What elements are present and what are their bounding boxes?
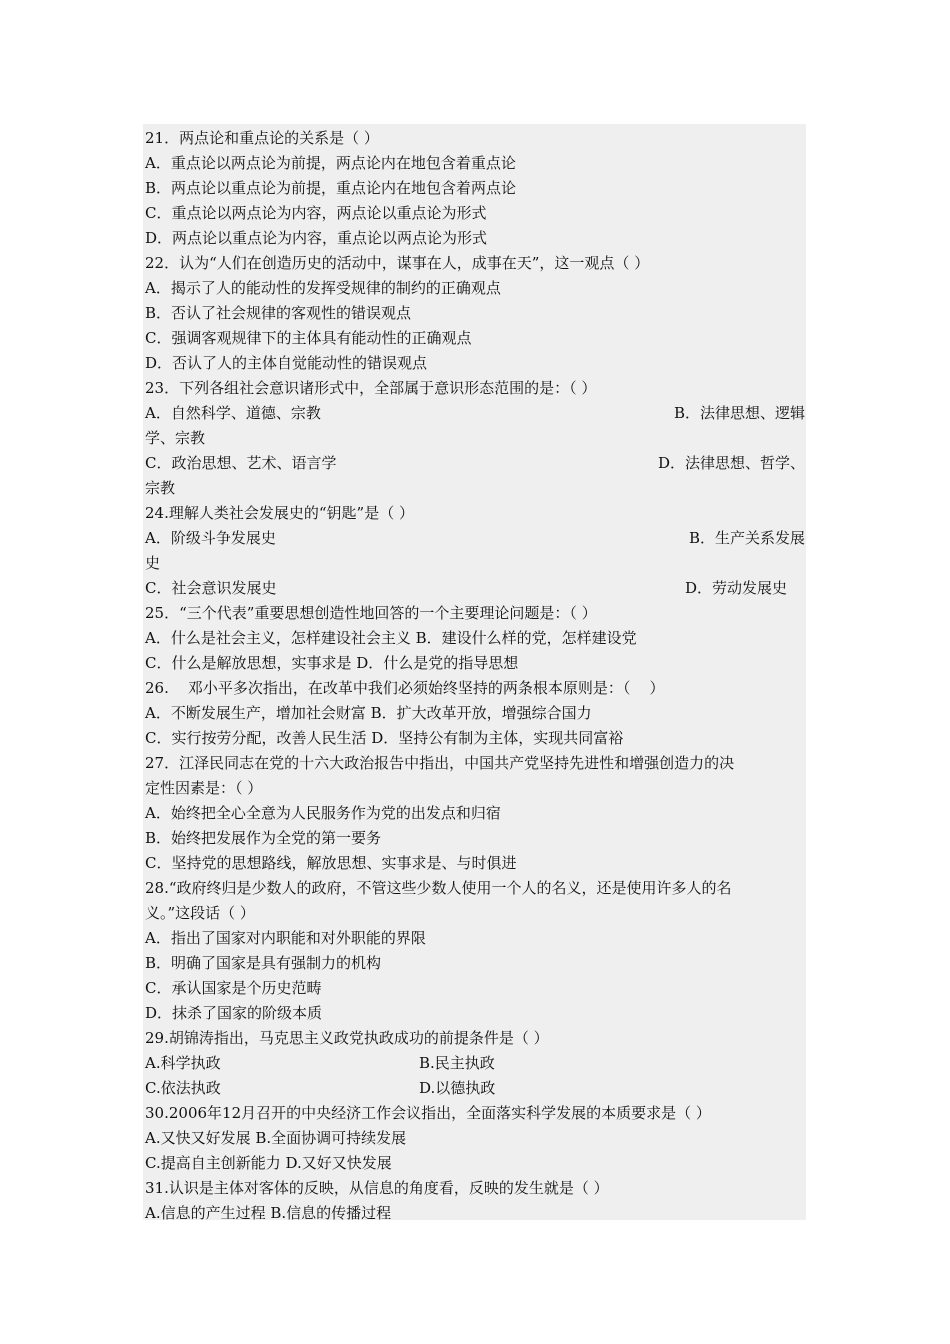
question-stem: 25．“三个代表”重要思想创造性地回答的一个主要理论问题是：（ ） [145,604,597,622]
option-c: C．重点论以两点论为内容，两点论以重点论为形式 [145,204,487,222]
option-d: D．抹杀了国家的阶级本质 [145,1004,323,1022]
option-c: C．强调客观规律下的主体具有能动性的正确观点 [145,329,472,347]
question-stem: 30.2006年12月召开的中央经济工作会议指出，全面落实科学发展的本质要求是（ ） [145,1104,711,1122]
option-d: D．法律思想、哲学、 [657,454,805,472]
option-c: C.依法执政 [145,1079,221,1097]
question-stem: 23．下列各组社会意识诸形式中，全部属于意识形态范围的是：（ ） [145,379,597,397]
option-b: B．始终把发展作为全党的第一要务 [145,829,382,847]
option-line: C．实行按劳分配，改善人民生活 D．坚持公有制为主体，实现共同富裕 [145,729,624,747]
option-b: B．明确了国家是具有强制力的机构 [145,954,382,972]
option-b: B．生产关系发展 [688,529,805,547]
option-c: C．社会意识发展史 [145,579,277,597]
option-a: A．重点论以两点论为前提，两点论内在地包含着重点论 [145,154,516,172]
option-c: C．坚持党的思想路线，解放思想、实事求是、与时俱进 [145,854,517,872]
option-b: B．两点论以重点论为前提，重点论内在地包含着两点论 [145,179,517,197]
option-line: C.提高自主创新能力 D.又好又快发展 [145,1154,392,1172]
option-wrap: 学、宗教 [145,429,206,447]
option-a: A．揭示了人的能动性的发挥受规律的制约的正确观点 [145,279,501,297]
option-d: D．劳动发展史 [684,579,787,597]
question-stem-wrap: 定性因素是：（ ） [145,779,263,797]
option-a: A.科学执政 [145,1054,221,1072]
question-list [145,126,805,1226]
option-d: D.以德执政 [419,1079,496,1097]
question-stem-wrap: 义。”这段话（ ） [145,904,255,922]
question-stem: 26. 邓小平多次指出，在改革中我们必须始终坚持的两条根本原则是：（ ） [145,679,665,697]
question-stem: 31.认识是主体对客体的反映，从信息的角度看，反映的发生就是（ ） [145,1179,609,1197]
question-stem: 27．江泽民同志在党的十六大政治报告中指出，中国共产党坚持先进性和增强创造力的决 [145,754,735,772]
question-stem: 28.“政府终归是少数人的政府，不管这些少数人使用一个人的名义，还是使用许多人的名 [145,879,732,897]
option-row [145,1076,805,1101]
option-b: B．否认了社会规律的客观性的错误观点 [145,304,412,322]
option-line: C．什么是解放思想，实事求是 D．什么是党的指导思想 [145,654,519,672]
option-row [145,401,805,426]
option-c: C．承认国家是个历史范畴 [145,979,322,997]
option-line: A.又快又好发展 B.全面协调可持续发展 [145,1129,407,1147]
option-row [145,526,805,551]
option-wrap: 史 [145,554,161,572]
option-d: D．否认了人的主体自觉能动性的错误观点 [145,354,428,372]
option-line: A．不断发展生产，增加社会财富 B．扩大改革开放，增强综合国力 [145,704,592,722]
option-c: C．政治思想、艺术、语言学 [145,454,337,472]
option-row [145,451,805,476]
option-a: A．自然科学、道德、宗教 [145,404,321,422]
option-b: B．法律思想、逻辑 [673,404,805,422]
option-wrap: 宗教 [145,479,176,497]
option-a: A．指出了国家对内职能和对外职能的界限 [145,929,426,947]
option-d: D．两点论以重点论为内容，重点论以两点论为形式 [145,229,488,247]
question-stem: 22．认为“人们在创造历史的活动中，谋事在人，成事在天”，这一观点（ ） [145,254,650,272]
option-line: A．什么是社会主义，怎样建设社会主义 B．建设什么样的党，怎样建设党 [145,629,637,647]
question-stem: 29.胡锦涛指出，马克思主义政党执政成功的前提条件是（ ） [145,1029,549,1047]
option-a: A．阶级斗争发展史 [145,529,276,547]
option-row [145,576,805,601]
question-stem: 24.理解人类社会发展史的“钥匙”是（ ） [145,504,414,522]
question-stem: 21．两点论和重点论的关系是（ ） [145,129,379,147]
option-line: A.信息的产生过程 B.信息的传播过程 [145,1204,392,1222]
option-b: B.民主执政 [419,1054,495,1072]
option-a: A．始终把全心全意为人民服务作为党的出发点和归宿 [145,804,501,822]
option-row [145,1051,805,1076]
